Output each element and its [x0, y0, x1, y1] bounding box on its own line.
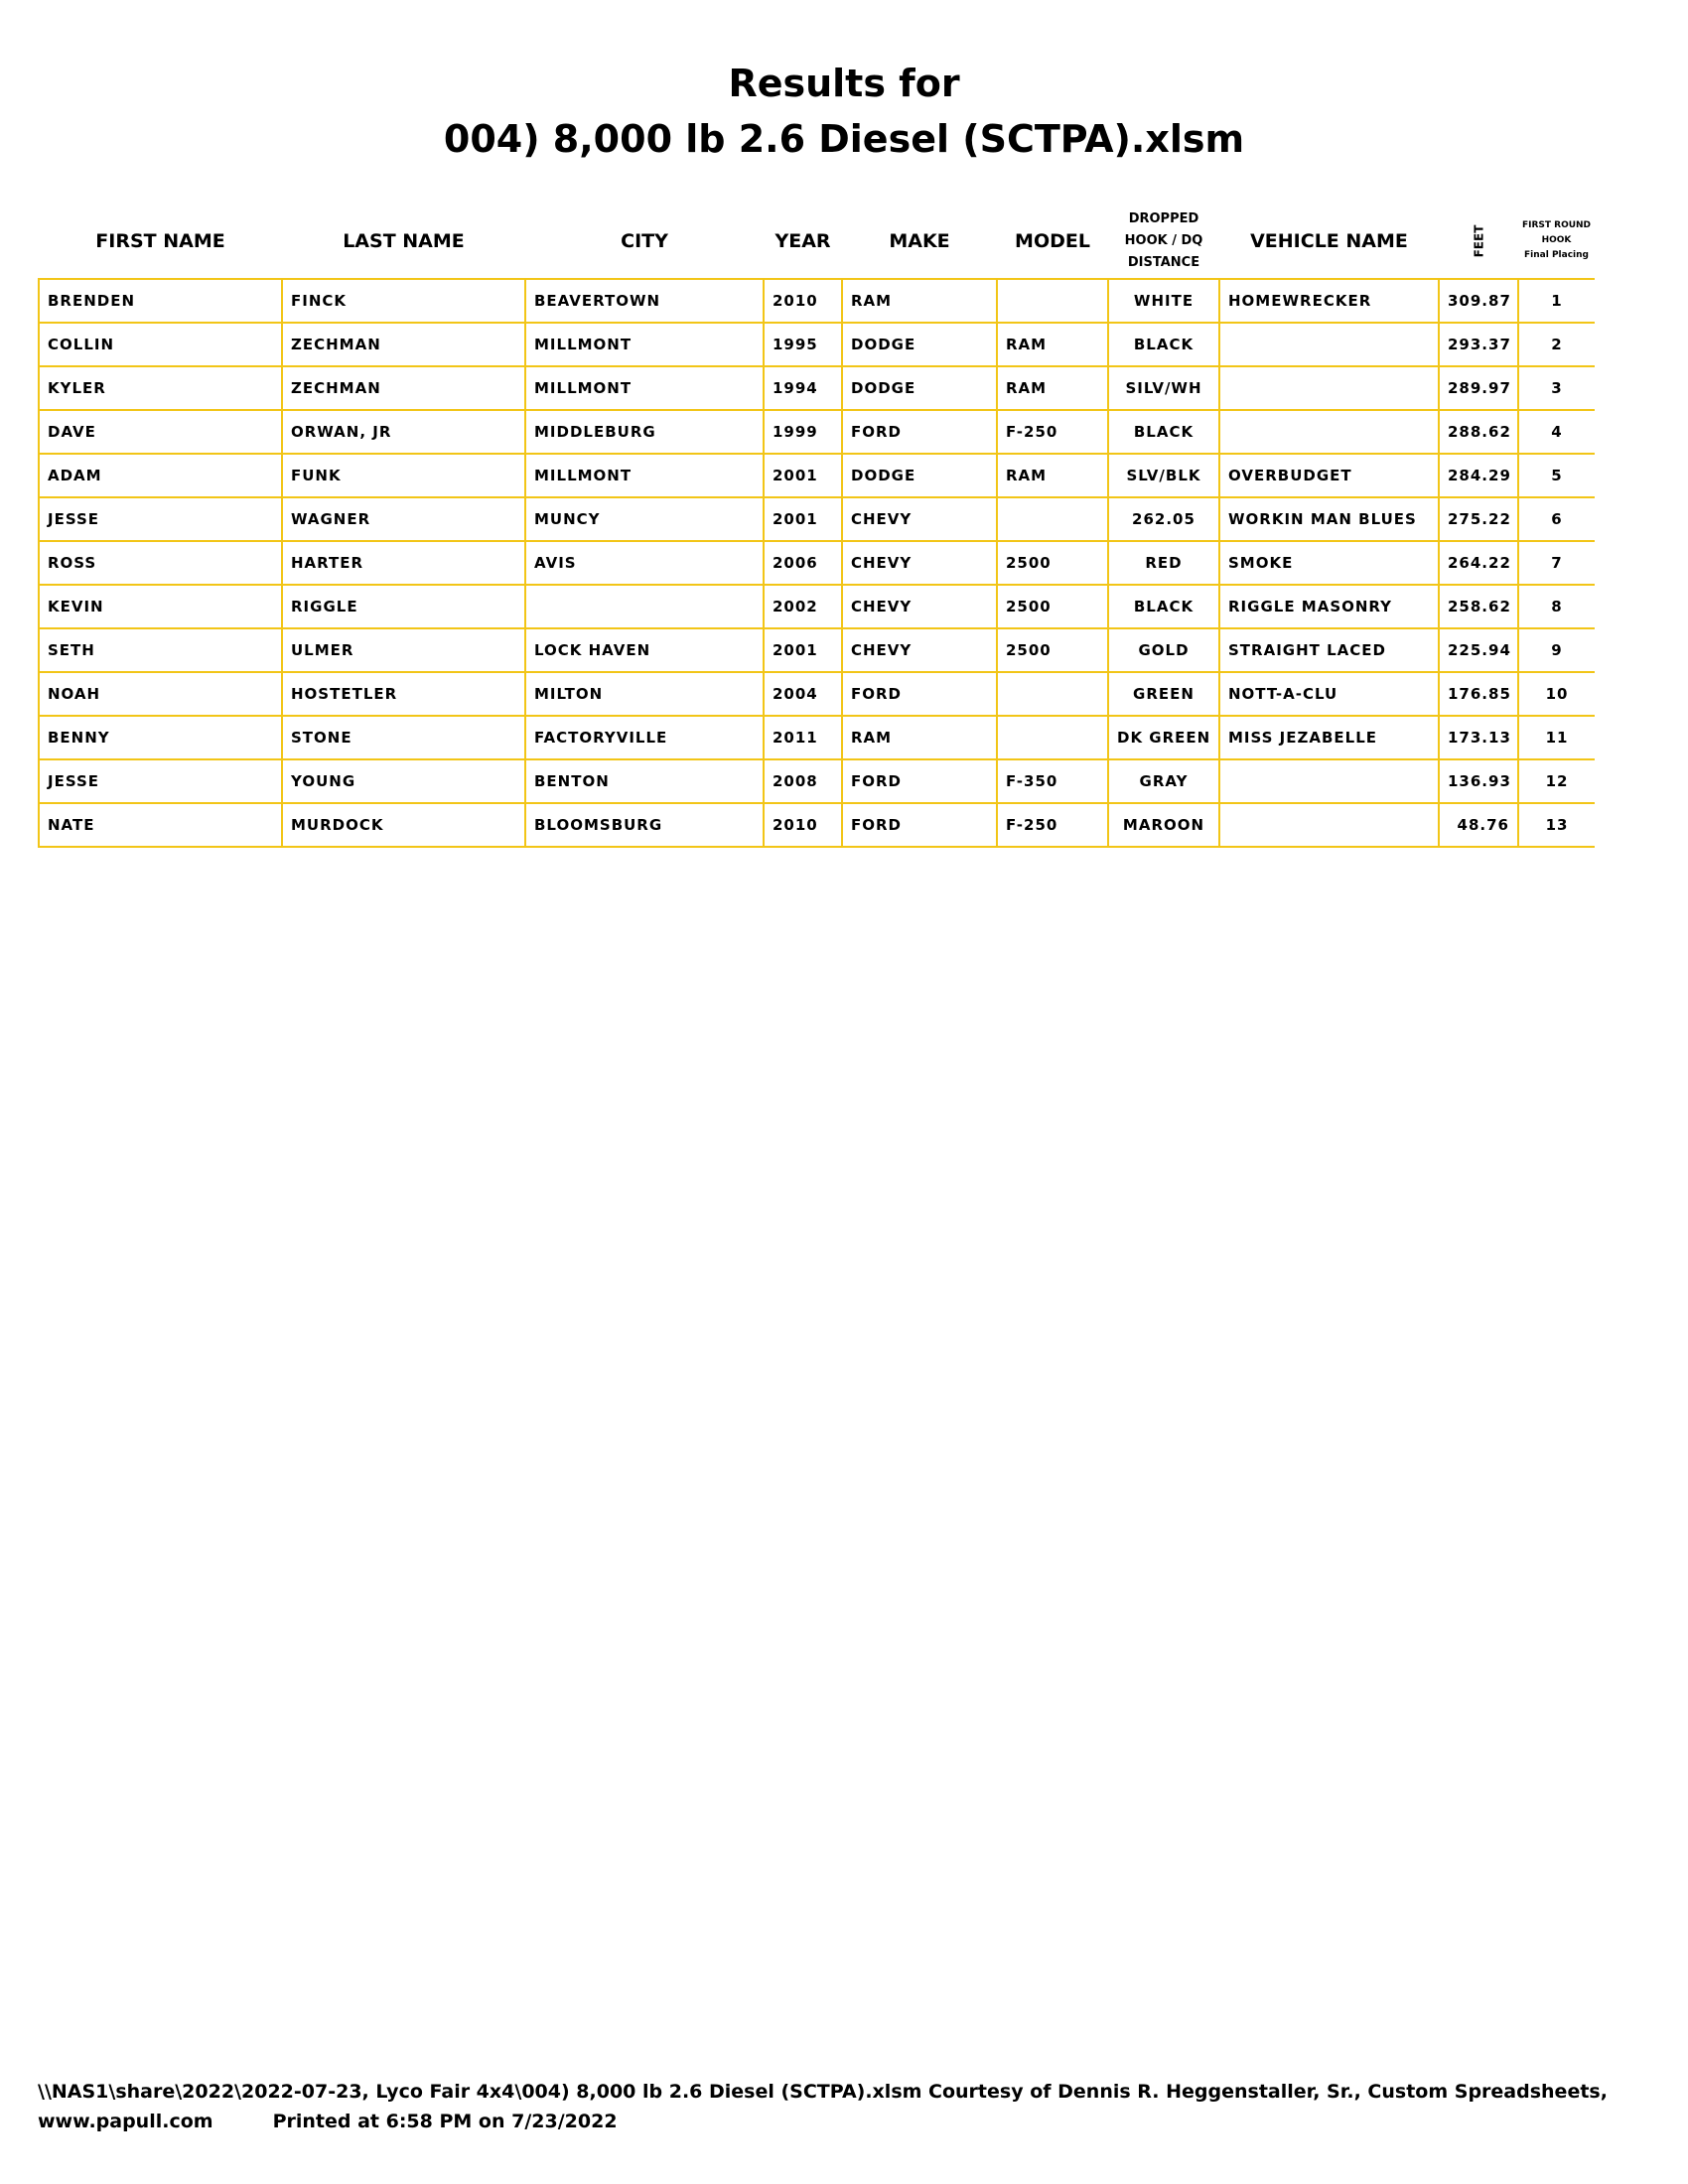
cell-feet: 293.37: [1439, 323, 1518, 366]
cell-year: 1995: [764, 323, 842, 366]
cell-first-name: ADAM: [39, 454, 282, 497]
cell-feet: 275.22: [1439, 497, 1518, 541]
cell-final-placing: 3: [1518, 366, 1595, 410]
cell-model: 2500: [997, 628, 1108, 672]
cell-year: 2010: [764, 803, 842, 847]
cell-dropped-hook: GRAY: [1108, 759, 1219, 803]
cell-city: [525, 585, 764, 628]
header-year: YEAR: [774, 229, 831, 252]
cell-year: 2008: [764, 759, 842, 803]
cell-city: MIDDLEBURG: [525, 410, 764, 454]
header-placing-line-2: HOOK: [1541, 235, 1572, 245]
cell-last-name: RIGGLE: [282, 585, 525, 628]
cell-first-name: BENNY: [39, 716, 282, 759]
cell-city: BEAVERTOWN: [525, 279, 764, 323]
cell-dropped-hook: WHITE: [1108, 279, 1219, 323]
header-dropped-line-3: DISTANCE: [1127, 254, 1200, 270]
cell-make: DODGE: [842, 454, 997, 497]
cell-make: DODGE: [842, 366, 997, 410]
cell-dropped-hook: BLACK: [1108, 585, 1219, 628]
cell-first-name: JESSE: [39, 497, 282, 541]
cell-first-name: KYLER: [39, 366, 282, 410]
cell-vehicle-name: MISS JEZABELLE: [1219, 716, 1439, 759]
cell-model: [997, 497, 1108, 541]
cell-year: 2006: [764, 541, 842, 585]
cell-dropped-hook: RED: [1108, 541, 1219, 585]
cell-dropped-hook: SILV/WH: [1108, 366, 1219, 410]
cell-make: RAM: [842, 279, 997, 323]
cell-make: FORD: [842, 803, 997, 847]
results-body: [39, 279, 1595, 847]
title-line-1: Results for: [728, 62, 960, 105]
cell-year: 1999: [764, 410, 842, 454]
cell-first-name: KEVIN: [39, 585, 282, 628]
table-row: [39, 803, 1595, 847]
cell-feet: 173.13: [1439, 716, 1518, 759]
header-placing-line-3: Final Placing: [1524, 250, 1589, 260]
cell-model: 2500: [997, 585, 1108, 628]
cell-first-name: COLLIN: [39, 323, 282, 366]
cell-model: F-250: [997, 803, 1108, 847]
footer-printed: Printed at 6:58 PM on 7/23/2022: [272, 2111, 618, 2132]
cell-feet: 264.22: [1439, 541, 1518, 585]
header-feet: [1439, 204, 1518, 279]
cell-dropped-hook: GREEN: [1108, 672, 1219, 716]
cell-first-name: SETH: [39, 628, 282, 672]
table-row: [39, 279, 1595, 323]
cell-year: 2004: [764, 672, 842, 716]
cell-dropped-hook: GOLD: [1108, 628, 1219, 672]
cell-first-name: NATE: [39, 803, 282, 847]
cell-make: FORD: [842, 672, 997, 716]
cell-make: FORD: [842, 759, 997, 803]
cell-city: MILLMONT: [525, 454, 764, 497]
cell-feet: 136.93: [1439, 759, 1518, 803]
cell-last-name: WAGNER: [282, 497, 525, 541]
cell-final-placing: 13: [1518, 803, 1595, 847]
cell-last-name: HARTER: [282, 541, 525, 585]
cell-dropped-hook: 262.05: [1108, 497, 1219, 541]
header-feet-label: FEET: [1472, 224, 1485, 257]
cell-vehicle-name: STRAIGHT LACED: [1219, 628, 1439, 672]
cell-make: RAM: [842, 716, 997, 759]
cell-model: RAM: [997, 454, 1108, 497]
header-final-placing: [1518, 204, 1595, 279]
cell-year: 2001: [764, 454, 842, 497]
cell-make: CHEVY: [842, 585, 997, 628]
cell-vehicle-name: RIGGLE MASONRY: [1219, 585, 1439, 628]
header-model: MODEL: [1015, 229, 1090, 252]
cell-city: MILTON: [525, 672, 764, 716]
cell-first-name: ROSS: [39, 541, 282, 585]
cell-city: BENTON: [525, 759, 764, 803]
cell-model: RAM: [997, 323, 1108, 366]
cell-feet: 289.97: [1439, 366, 1518, 410]
cell-last-name: MURDOCK: [282, 803, 525, 847]
header-row: [39, 204, 1595, 279]
cell-year: 2002: [764, 585, 842, 628]
cell-city: FACTORYVILLE: [525, 716, 764, 759]
cell-dropped-hook: BLACK: [1108, 323, 1219, 366]
cell-first-name: JESSE: [39, 759, 282, 803]
footer-line-2: [38, 2107, 1608, 2136]
cell-vehicle-name: [1219, 759, 1439, 803]
cell-city: MILLMONT: [525, 366, 764, 410]
cell-last-name: ORWAN, JR: [282, 410, 525, 454]
cell-vehicle-name: HOMEWRECKER: [1219, 279, 1439, 323]
cell-make: CHEVY: [842, 541, 997, 585]
cell-feet: 48.76: [1439, 803, 1518, 847]
cell-model: F-250: [997, 410, 1108, 454]
cell-vehicle-name: [1219, 323, 1439, 366]
cell-model: 2500: [997, 541, 1108, 585]
cell-feet: 176.85: [1439, 672, 1518, 716]
cell-final-placing: 2: [1518, 323, 1595, 366]
cell-city: LOCK HAVEN: [525, 628, 764, 672]
header-make: MAKE: [889, 229, 950, 252]
cell-vehicle-name: [1219, 410, 1439, 454]
table-row: [39, 585, 1595, 628]
table-row: [39, 366, 1595, 410]
cell-city: MILLMONT: [525, 323, 764, 366]
cell-feet: 309.87: [1439, 279, 1518, 323]
cell-final-placing: 12: [1518, 759, 1595, 803]
cell-make: CHEVY: [842, 628, 997, 672]
cell-vehicle-name: OVERBUDGET: [1219, 454, 1439, 497]
cell-make: CHEVY: [842, 497, 997, 541]
table-row: [39, 541, 1595, 585]
cell-feet: 225.94: [1439, 628, 1518, 672]
cell-year: 2010: [764, 279, 842, 323]
results-table: [38, 204, 1595, 848]
table-row: [39, 672, 1595, 716]
cell-final-placing: 5: [1518, 454, 1595, 497]
cell-dropped-hook: BLACK: [1108, 410, 1219, 454]
cell-final-placing: 6: [1518, 497, 1595, 541]
header-city: CITY: [621, 229, 668, 252]
cell-city: AVIS: [525, 541, 764, 585]
cell-dropped-hook: DK GREEN: [1108, 716, 1219, 759]
cell-year: 1994: [764, 366, 842, 410]
footer-path-line: \\NAS1\share\2022\2022-07-23, Lyco Fair 4x4\004) 8,000 lb 2.6 Diesel (SCTPA).xlsm Courtesy of Dennis R. Heggenstaller, Sr., Custom Spreadsheets,: [38, 2081, 1608, 2103]
cell-last-name: FINCK: [282, 279, 525, 323]
cell-last-name: HOSTETLER: [282, 672, 525, 716]
cell-final-placing: 11: [1518, 716, 1595, 759]
header-last-name: LAST NAME: [343, 229, 465, 252]
cell-feet: 258.62: [1439, 585, 1518, 628]
table-row: [39, 716, 1595, 759]
header-vehicle-name: VEHICLE NAME: [1250, 229, 1408, 252]
cell-year: 2001: [764, 628, 842, 672]
table-row: [39, 628, 1595, 672]
cell-first-name: DAVE: [39, 410, 282, 454]
header-first-name: FIRST NAME: [95, 229, 225, 252]
cell-feet: 284.29: [1439, 454, 1518, 497]
cell-city: BLOOMSBURG: [525, 803, 764, 847]
cell-model: RAM: [997, 366, 1108, 410]
cell-model: [997, 672, 1108, 716]
cell-vehicle-name: SMOKE: [1219, 541, 1439, 585]
cell-model: F-350: [997, 759, 1108, 803]
cell-feet: 288.62: [1439, 410, 1518, 454]
cell-final-placing: 9: [1518, 628, 1595, 672]
cell-last-name: YOUNG: [282, 759, 525, 803]
header-dropped-line-2: HOOK / DQ: [1124, 232, 1203, 248]
cell-final-placing: 1: [1518, 279, 1595, 323]
cell-final-placing: 8: [1518, 585, 1595, 628]
cell-vehicle-name: [1219, 366, 1439, 410]
table-row: [39, 323, 1595, 366]
table-row: [39, 454, 1595, 497]
cell-last-name: FUNK: [282, 454, 525, 497]
cell-last-name: ULMER: [282, 628, 525, 672]
cell-model: [997, 716, 1108, 759]
cell-final-placing: 10: [1518, 672, 1595, 716]
cell-year: 2011: [764, 716, 842, 759]
cell-vehicle-name: NOTT-A-CLU: [1219, 672, 1439, 716]
cell-last-name: STONE: [282, 716, 525, 759]
footer: [38, 2077, 1608, 2136]
table-row: [39, 759, 1595, 803]
cell-year: 2001: [764, 497, 842, 541]
cell-model: [997, 279, 1108, 323]
cell-last-name: ZECHMAN: [282, 323, 525, 366]
header-dropped-line-1: DROPPED: [1128, 210, 1199, 226]
cell-dropped-hook: SLV/BLK: [1108, 454, 1219, 497]
footer-website: www.papull.com: [38, 2111, 213, 2132]
cell-vehicle-name: WORKIN MAN BLUES: [1219, 497, 1439, 541]
cell-final-placing: 7: [1518, 541, 1595, 585]
cell-first-name: NOAH: [39, 672, 282, 716]
cell-vehicle-name: [1219, 803, 1439, 847]
table-row: [39, 497, 1595, 541]
cell-last-name: ZECHMAN: [282, 366, 525, 410]
title-line-2: 004) 8,000 lb 2.6 Diesel (SCTPA).xlsm: [443, 117, 1245, 161]
cell-make: DODGE: [842, 323, 997, 366]
cell-make: FORD: [842, 410, 997, 454]
cell-city: MUNCY: [525, 497, 764, 541]
header-dropped-hook: [1108, 204, 1219, 279]
cell-final-placing: 4: [1518, 410, 1595, 454]
cell-first-name: BRENDEN: [39, 279, 282, 323]
header-placing-line-1: FIRST ROUND: [1521, 220, 1592, 230]
cell-dropped-hook: MAROON: [1108, 803, 1219, 847]
table-row: [39, 410, 1595, 454]
